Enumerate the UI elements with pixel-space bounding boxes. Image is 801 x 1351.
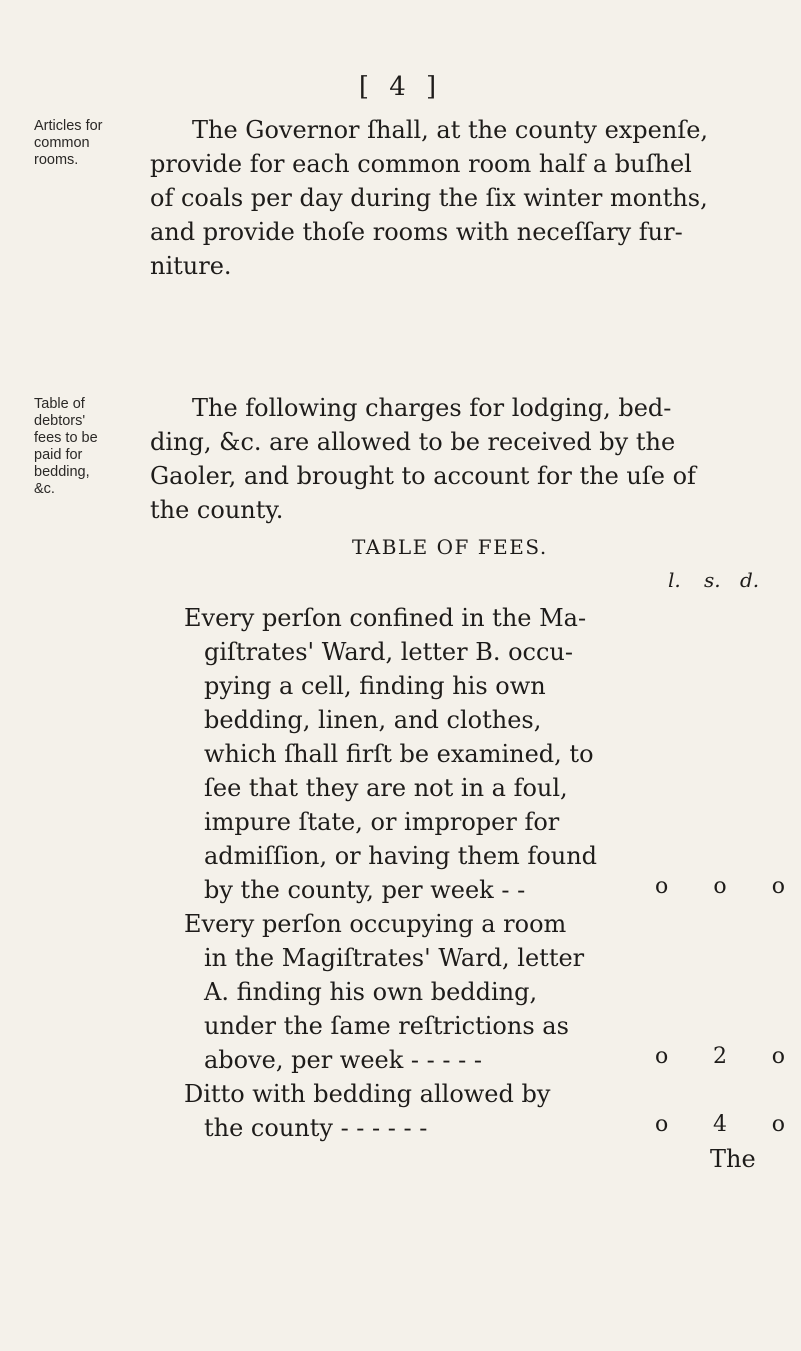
fee-entry-line: under the ſame reſtrictions as [204,1012,569,1040]
margin-note-common-rooms [34,118,124,169]
table-title: TABLE OF FEES. [352,535,548,559]
fee-entry-line: bedding, linen, and clothes, [204,706,542,734]
fee-entry-line: above, per week - - - - - [204,1046,482,1074]
paragraph-line: ding, &c. are allowed to be received by the [150,428,676,456]
column-head-pounds: l. [668,568,681,592]
fee-amount-row-3 [655,1112,785,1137]
column-head-shillings: s. [704,568,721,592]
margin-note-table-of-fees [34,396,124,498]
paragraph-line: niture. [150,252,232,280]
fee-pounds: o [655,1044,669,1069]
fee-entry-ditto-bedding [184,1077,604,1145]
fee-entry-cell-ward-b [184,601,604,907]
fee-pounds: o [655,1112,669,1137]
paragraph-lodging-charges [150,391,766,527]
fee-entry-line: in the Magiſtrates' Ward, letter [204,944,585,972]
paragraph-line: of coals per day during the ſix winter months, [150,184,708,212]
fee-entry-line: which ſhall firſt be examined, to [204,740,594,768]
paragraph-governor-coals [150,113,766,283]
fee-entry-line: impure ſtate, or improper for [204,808,560,836]
fee-entry-line: pying a cell, finding his own [204,672,546,700]
column-head-pence: d. [740,568,760,592]
fee-entry-line: Every perſon occupying a room [184,910,567,938]
fee-entry-line: A. finding his own bedding, [204,978,538,1006]
fee-entry-room-ward-a [184,907,604,1077]
fee-entry-line: the county - - - - - - [204,1114,428,1142]
margin-note-line: fees to be [34,430,98,446]
fee-pounds: o [655,874,669,899]
margin-note-line: rooms. [34,152,79,168]
margin-note-line: common [34,135,90,151]
margin-note-line: debtors' [34,413,86,429]
paragraph-line: the county. [150,496,284,524]
margin-note-line: bedding, [34,464,90,480]
paragraph-line: Gaoler, and brought to account for the uſe of [150,462,696,490]
fee-entry-line: giſtrates' Ward, letter B. occu- [204,638,573,666]
paragraph-line: The Governor ſhall, at the county expenſe, [192,116,709,144]
fee-pence: o [771,1112,785,1137]
margin-note-line: Articles for [34,118,103,134]
paragraph-line: and provide thoſe rooms with neceſſary fur- [150,218,683,246]
margin-note-line: &c. [34,481,55,497]
paragraph-line: The following charges for lodging, bed- [192,394,672,422]
margin-note-line: Table of [34,396,85,412]
catchword: The [710,1145,756,1173]
fee-entry-line: Ditto with bedding allowed by [184,1080,551,1108]
page-number: [ 4 ] [358,72,443,102]
paragraph-line: provide for each common room half a buſhel [150,150,692,178]
fee-entry-line: by the county, per week - - [204,876,526,904]
fee-shillings: o [713,874,727,899]
fee-entry-line: admiſſion, or having them found [204,842,598,870]
fee-amount-row-2 [655,1044,785,1069]
fee-shillings: 4 [713,1112,727,1137]
fee-pence: o [771,874,785,899]
margin-note-line: paid for [34,447,83,463]
fee-entry-line: Every perſon confined in the Ma- [184,604,587,632]
fee-shillings: 2 [713,1044,727,1069]
fee-entry-line: ſee that they are not in a foul, [204,774,568,802]
fee-amount-row-1 [655,874,785,899]
fee-pence: o [771,1044,785,1069]
